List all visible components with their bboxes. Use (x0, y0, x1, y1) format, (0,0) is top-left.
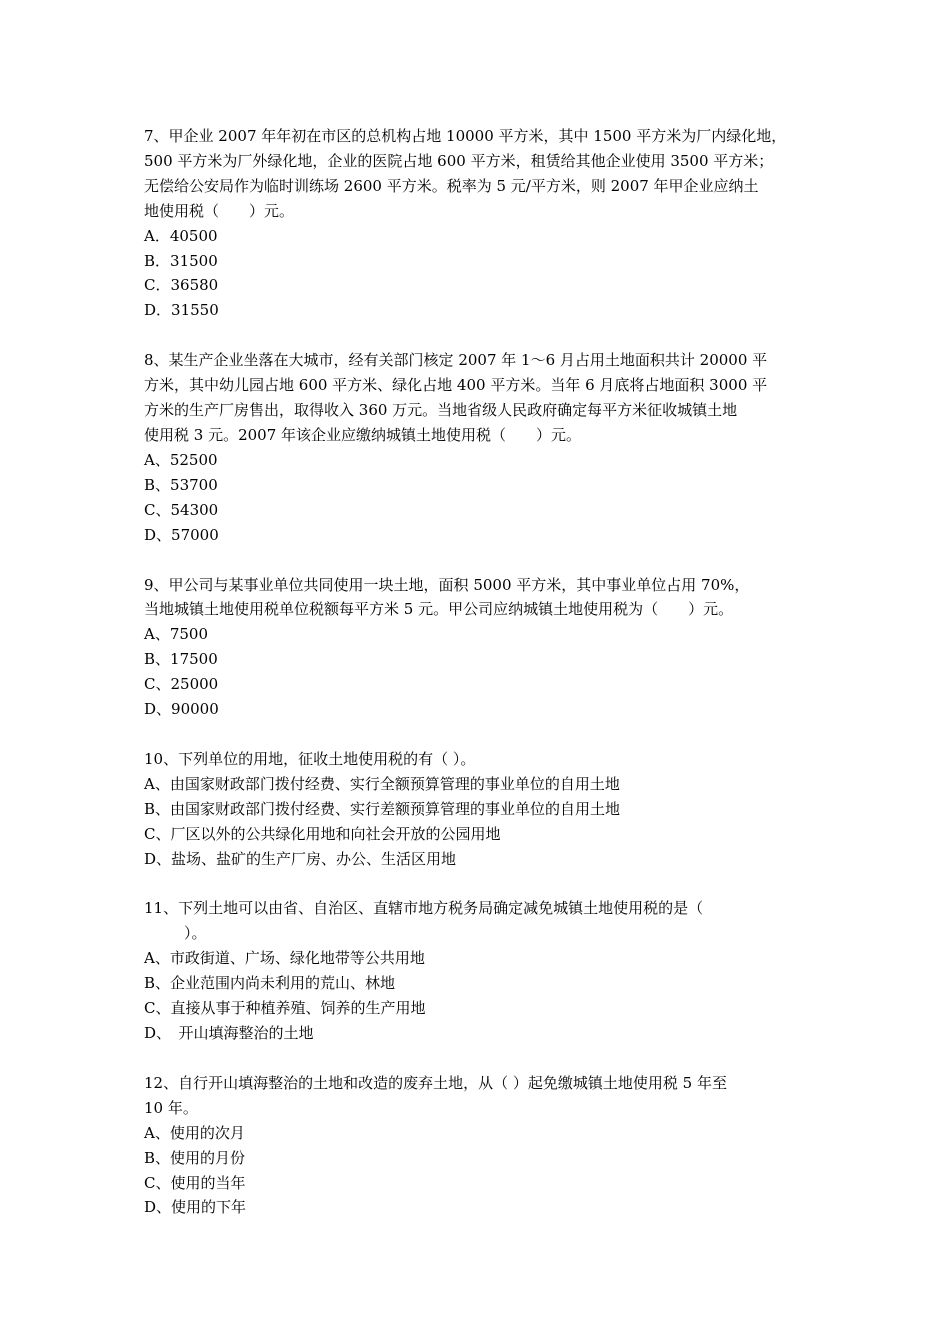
option-d: D．31550 (144, 301, 219, 320)
option-b: B、使用的月份 (144, 1148, 246, 1167)
option-b: B、企业范围内尚未利用的荒山、林地 (144, 974, 396, 993)
option-d: D、 开山填海整治的土地 (144, 1024, 314, 1042)
option-a: A、7500 (144, 625, 209, 644)
option-a: A、52500 (144, 450, 218, 469)
option-b: B、53700 (144, 475, 218, 494)
stem-line: 7、甲企业 2007 年年初在市区的总机构占地 10000 平方米，其中 1500 平方米为厂内绿化地， (144, 127, 787, 145)
question-11 (144, 896, 814, 1045)
question-8 (144, 348, 814, 547)
option-d: D、使用的下年 (144, 1198, 247, 1217)
option-d: D、盐场、盐矿的生产厂房、办公、生活区用地 (144, 849, 457, 868)
option-b: B．31500 (144, 251, 218, 270)
stem-line: 方米的生产厂房售出，取得收入 360 万元。当地省级人民政府确定每平方米征收城镇土地 (144, 401, 738, 420)
stem-line: 地使用税（ ）元。 (144, 201, 295, 220)
stem-line: 11、下列土地可以由省、自治区、直辖市地方税务局确定减免城镇土地使用税的是（ (144, 899, 704, 918)
option-a: A．40500 (144, 226, 218, 245)
option-a: A、由国家财政部门拨付经费、实行全额预算管理的事业单位的自用土地 (144, 774, 620, 793)
option-c: C．36580 (144, 276, 219, 295)
stem-line: 12、自行开山填海整治的土地和改造的废弃土地，从（ ）起免缴城镇土地使用税 5 年至 (144, 1073, 727, 1092)
stem-line: 无偿给公安局作为临时训练场 2600 平方米。税率为 5 元/平方米，则 2007 年甲企业应纳土 (144, 176, 759, 195)
option-d: D、90000 (144, 700, 219, 719)
stem-line: 当地城镇土地使用税单位税额每平方米 5 元。甲公司应纳城镇土地使用税为（ ）元。 (144, 600, 734, 619)
question-12 (144, 1071, 814, 1220)
stem-line: 500 平方米为厂外绿化地，企业的医院占地 600 平方米，租赁给其他企业使用 3500 平方米； (144, 151, 774, 170)
question-10 (144, 747, 814, 872)
stem-line: 10、下列单位的用地，征收土地使用税的有（ ）。 (144, 749, 476, 768)
question-list (144, 124, 814, 1245)
question-stem (144, 348, 814, 448)
option-c: C、厂区以外的公共绿化用地和向社会开放的公园用地 (144, 824, 501, 843)
stem-line: 使用税 3 元。2007 年该企业应缴纳城镇土地使用税（ ）元。 (144, 425, 582, 444)
option-c: C、直接从事于种植养殖、饲养的生产用地 (144, 999, 426, 1018)
question-7 (144, 124, 814, 323)
question-stem (144, 747, 814, 772)
question-stem (144, 573, 814, 623)
question-stem (144, 896, 814, 946)
option-c: C、25000 (144, 675, 219, 694)
option-a: A、市政街道、广场、绿化地带等公共用地 (144, 949, 425, 968)
option-a: A、使用的次月 (144, 1123, 245, 1142)
question-stem (144, 1071, 814, 1121)
option-c: C、使用的当年 (144, 1173, 246, 1192)
stem-line: 10 年。 (144, 1098, 198, 1117)
stem-line: 9、甲公司与某事业单位共同使用一块土地，面积 5000 平方米，其中事业单位占用 70%， (144, 575, 750, 594)
option-d: D、57000 (144, 525, 219, 544)
option-b: B、由国家财政部门拨付经费、实行差额预算管理的事业单位的自用土地 (144, 799, 621, 818)
stem-line: 8、某生产企业坐落在大城市，经有关部门核定 2007 年 1～6 月占用土地面积共计 20000 平 (144, 351, 768, 370)
stem-line: 方米，其中幼儿园占地 600 平方米、绿化占地 400 平方米。当年 6 月底将占地面积 3000 平 (144, 376, 768, 395)
question-9 (144, 573, 814, 722)
stem-line: ）。 (184, 924, 207, 943)
question-stem (144, 124, 814, 224)
option-b: B、17500 (144, 650, 218, 669)
option-c: C、54300 (144, 500, 219, 519)
